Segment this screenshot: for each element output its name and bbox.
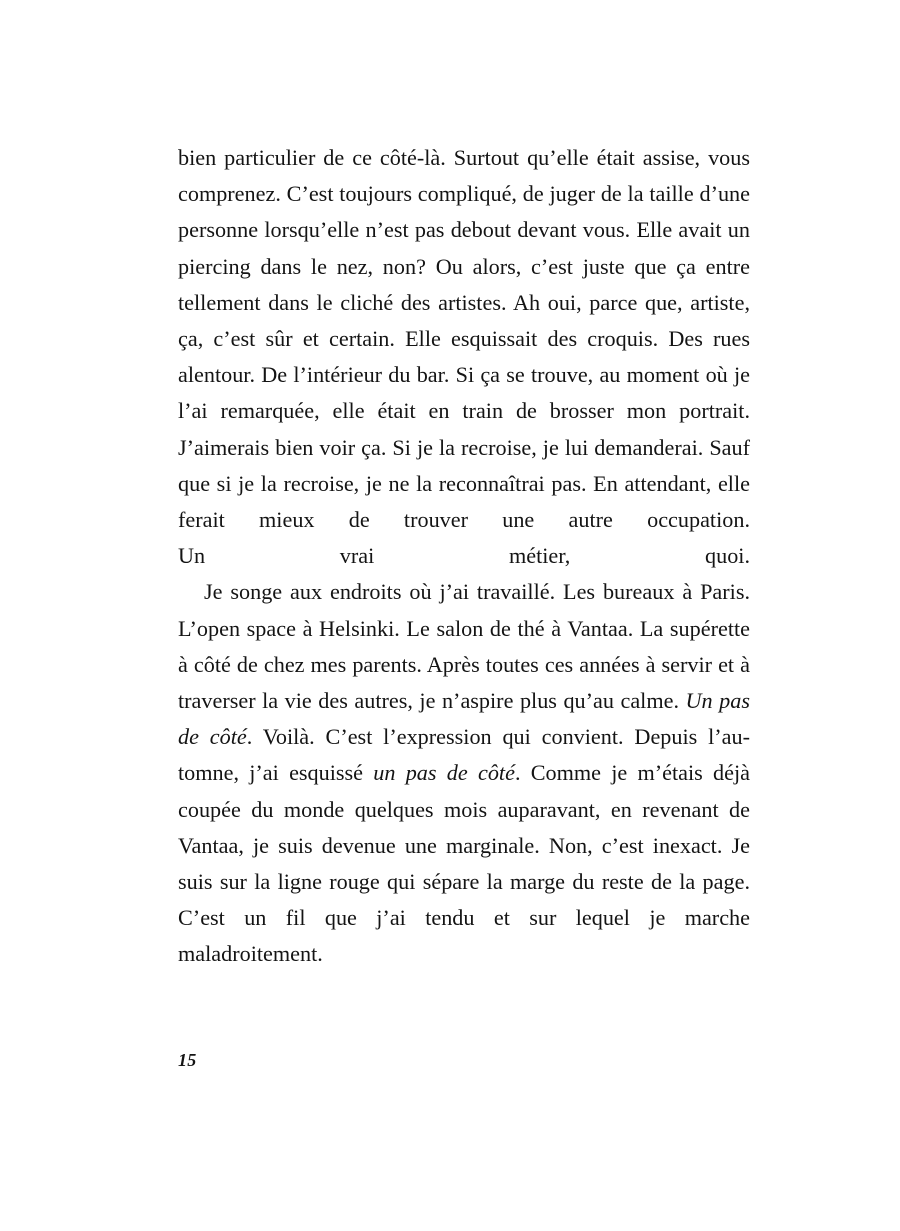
paragraph-2: Je songe aux endroits où j’ai travaillé. Les bureaux à Paris. L’open space à Helsinki. Le salon de thé à Vantaa. La supérette à côté de chez mes parents. Après toutes ces années à servir et à traverser la vie des autres, je n’aspire plus qu’au calme. Un pas de côté. Voilà. C’est l’expression qui convient. Depuis l’automne, j’ai esquissé un pas de côté. Comme je m’étais déjà coupée du monde quelques mois auparavant, en revenant de Vantaa, je suis devenue une marginale. Non, c’est inexact. Je suis sur la ligne rouge qui sépare la marge du reste de la page. C’est un fil que j’ai tendu et sur lequel je marche maladroitement. [178,579,751,967]
page-number: 15 [178,1050,197,1070]
italic-phrase-1: Un pas de côté [178,688,750,750]
body-text [178,140,750,973]
paragraph-1-last-line: Un vrai métier, quoi. [178,543,750,569]
italic-phrase-2: un pas de côté [373,760,515,786]
paragraph-1: bien particulier de ce côté-là. Surtout qu’elle était assise, vous comprenez. C’est toujours compliqué, de juger de la taille d’une personne lorsqu’elle n’est pas debout devant vous. Elle avait un piercing dans le nez, non? Ou alors, c’est juste que ça entre tellement dans le cliché des artistes. Ah oui, parce que, artiste, ça, c’est sûr et certain. Elle esquissait des croquis. Des rues alentour. De l’intérieur du bar. Si ça se trouve, au moment où je l’ai remarquée, elle était en train de brosser mon portrait. J’aimerais bien voir ça. Si je la recroise, je lui demanderai. Sauf que si je la recroise, je ne la reconnaîtrai pas. En attendant, elle ferait mieux de trouver une autre occupation. Un vrai métier, quoi. [178,145,750,569]
